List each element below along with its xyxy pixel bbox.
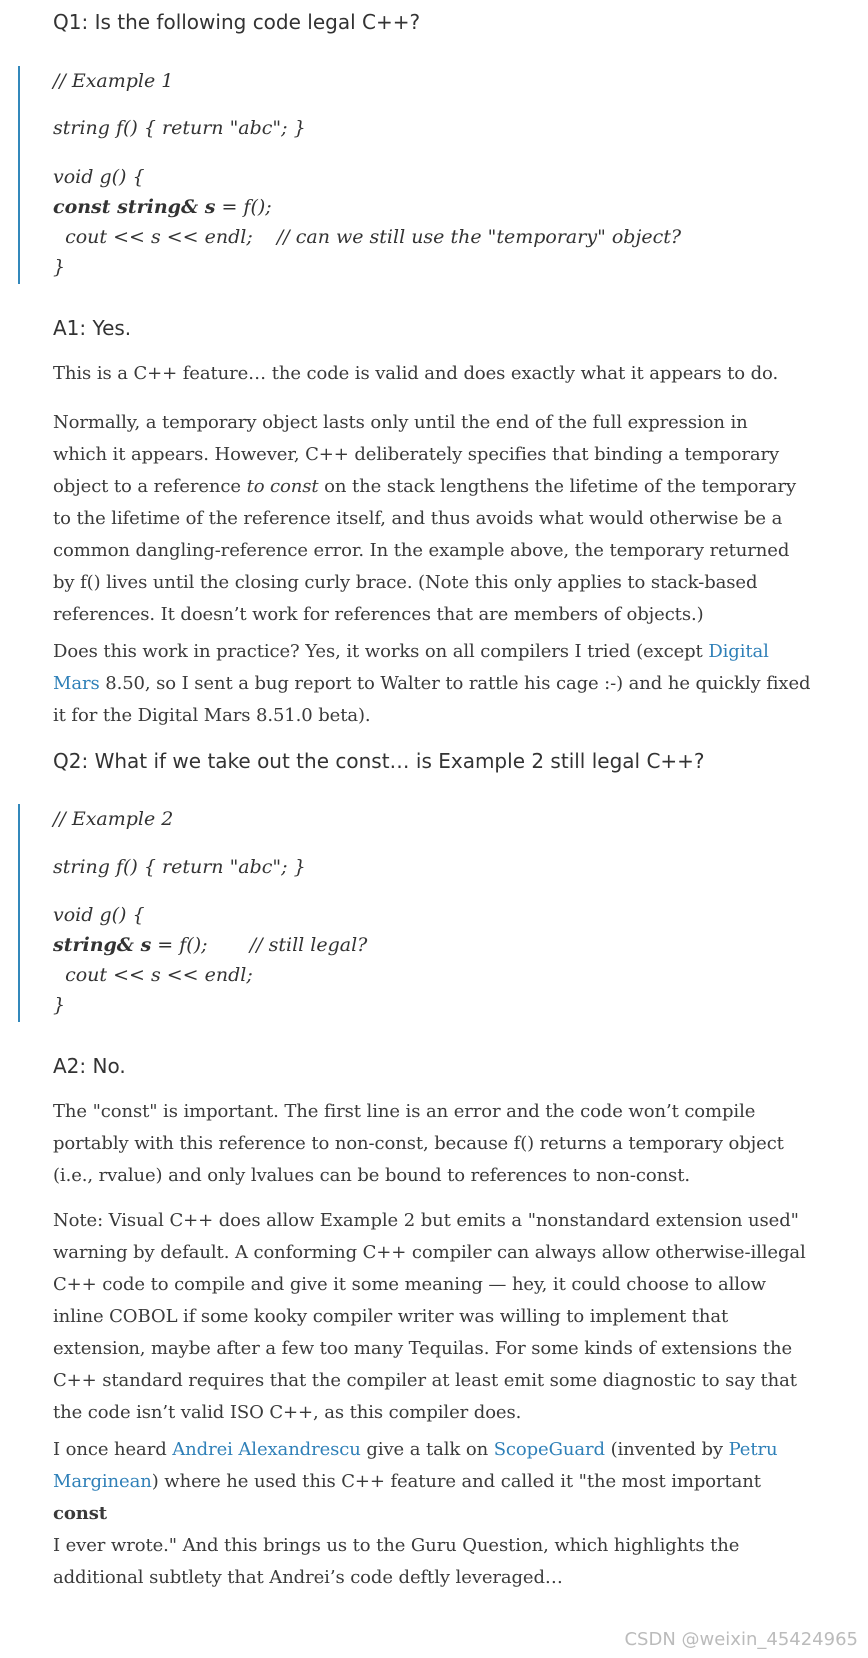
code-line: } [53,256,66,278]
text-line: references. It doesn’t work for references that are members of objects.) [53,604,704,625]
question-1-heading: Q1: Is the following code legal C++? [53,10,421,34]
code-text: = f(); // still legal? [151,934,368,956]
text-line: additional subtlety that Andrei’s code deftly leveraged… [53,1567,563,1588]
code-text: = f(); [215,196,272,218]
text: I once heard [53,1439,173,1460]
text: on the stack lengthens the lifetime of the temporary [318,476,797,497]
code-block-example-2 [18,804,810,1022]
text-line: the code isn’t valid ISO C++, as this compiler does. [53,1402,522,1423]
code-line: string f() { return "abc"; } [53,117,306,139]
code-line: cout << s << endl; [53,964,253,986]
text-line [53,1434,813,1466]
andrei-alexandrescu-link[interactable]: Andrei Alexandrescu [172,1439,361,1460]
text-line: portably with this reference to non-const, because f() returns a temporary object [53,1133,784,1154]
petru-marginean-link[interactable]: Petru [728,1439,778,1460]
text: object to a reference [53,476,247,497]
text: Does this work in practice? Yes, it works on all compilers I tried (except [53,641,709,662]
text: ) where he used this C++ feature and called it "the most important [151,1471,761,1492]
question-2-heading: Q2: What if we take out the const… is Example 2 still legal C++? [53,749,705,773]
code-line: void g() { [53,166,145,188]
text-line: it for the Digital Mars 8.51.0 beta). [53,705,371,726]
code-line: void g() { [53,904,145,926]
paragraph-5 [53,1205,813,1429]
text-line: C++ standard requires that the compiler at least emit some diagnostic to say that [53,1370,797,1391]
text-line: This is a C++ feature… the code is valid and does exactly what it appears to do. [53,363,779,384]
text: give a talk on [360,1439,494,1460]
code-bold-declaration: string& s [53,934,152,956]
code-line: string f() { return "abc"; } [53,856,306,878]
text-line [53,668,813,700]
text-line: I ever wrote." And this brings us to the Guru Question, which highlights the [53,1535,740,1556]
code-line: cout << s << endl; // can we still use the "temporary" object? [53,226,682,248]
text-line: Normally, a temporary object lasts only until the end of the full expression in [53,412,748,433]
text-line [53,636,813,668]
text-line: C++ code to compile and give it some meaning — hey, it could choose to allow [53,1274,766,1295]
text-line: Note: Visual C++ does allow Example 2 but emits a "nonstandard extension used" [53,1210,799,1231]
paragraph-4 [53,1096,813,1192]
code-line: // Example 2 [53,808,174,830]
text-line [53,471,813,503]
csdn-watermark: CSDN @weixin_45424965 [624,1629,858,1650]
text-line: extension, maybe after a few too many Tequilas. For some kinds of extensions the [53,1338,793,1359]
code-line: } [53,994,66,1016]
text-line: inline COBOL if some kooky compiler writer was willing to implement that [53,1306,729,1327]
answer-1-heading: A1: Yes. [53,316,132,340]
text-line: by f() lives until the closing curly brace. (Note this only applies to stack-based [53,572,758,593]
bold-text: const [53,1503,108,1524]
scopeguard-link[interactable]: ScopeGuard [493,1439,605,1460]
digital-mars-link-continued[interactable]: Mars [53,673,100,694]
text-line: (i.e., rvalue) and only lvalues can be bound to references to non-const. [53,1165,690,1186]
text-line: to the lifetime of the reference itself, and thus avoids what would otherwise be a [53,508,783,529]
paragraph-6 [53,1434,813,1594]
paragraph-2 [53,407,813,631]
code-block-example-1 [18,66,810,284]
text-line: common dangling-reference error. In the example above, the temporary returned [53,540,790,561]
text-line: which it appears. However, C++ deliberately specifies that binding a temporary [53,444,780,465]
code-line [53,195,272,219]
paragraph-3 [53,636,813,732]
petru-marginean-link-continued[interactable]: Marginean [53,1471,152,1492]
digital-mars-link[interactable]: Digital [708,641,769,662]
text: 8.50, so I sent a bug report to Walter to rattle his cage :-) and he quickly fixed [99,673,811,694]
code-line: // Example 1 [53,70,174,92]
text: (invented by [604,1439,729,1460]
code-line [53,933,367,957]
code-bold-declaration: const string& s [53,196,216,218]
paragraph-1 [53,358,813,390]
answer-2-heading: A2: No. [53,1054,126,1078]
emphasis-text: to const [246,476,319,497]
text-line: The "const" is important. The first line is an error and the code won’t compile [53,1101,756,1122]
text-line [53,1466,813,1530]
text-line: warning by default. A conforming C++ compiler can always allow otherwise-illegal [53,1242,806,1263]
